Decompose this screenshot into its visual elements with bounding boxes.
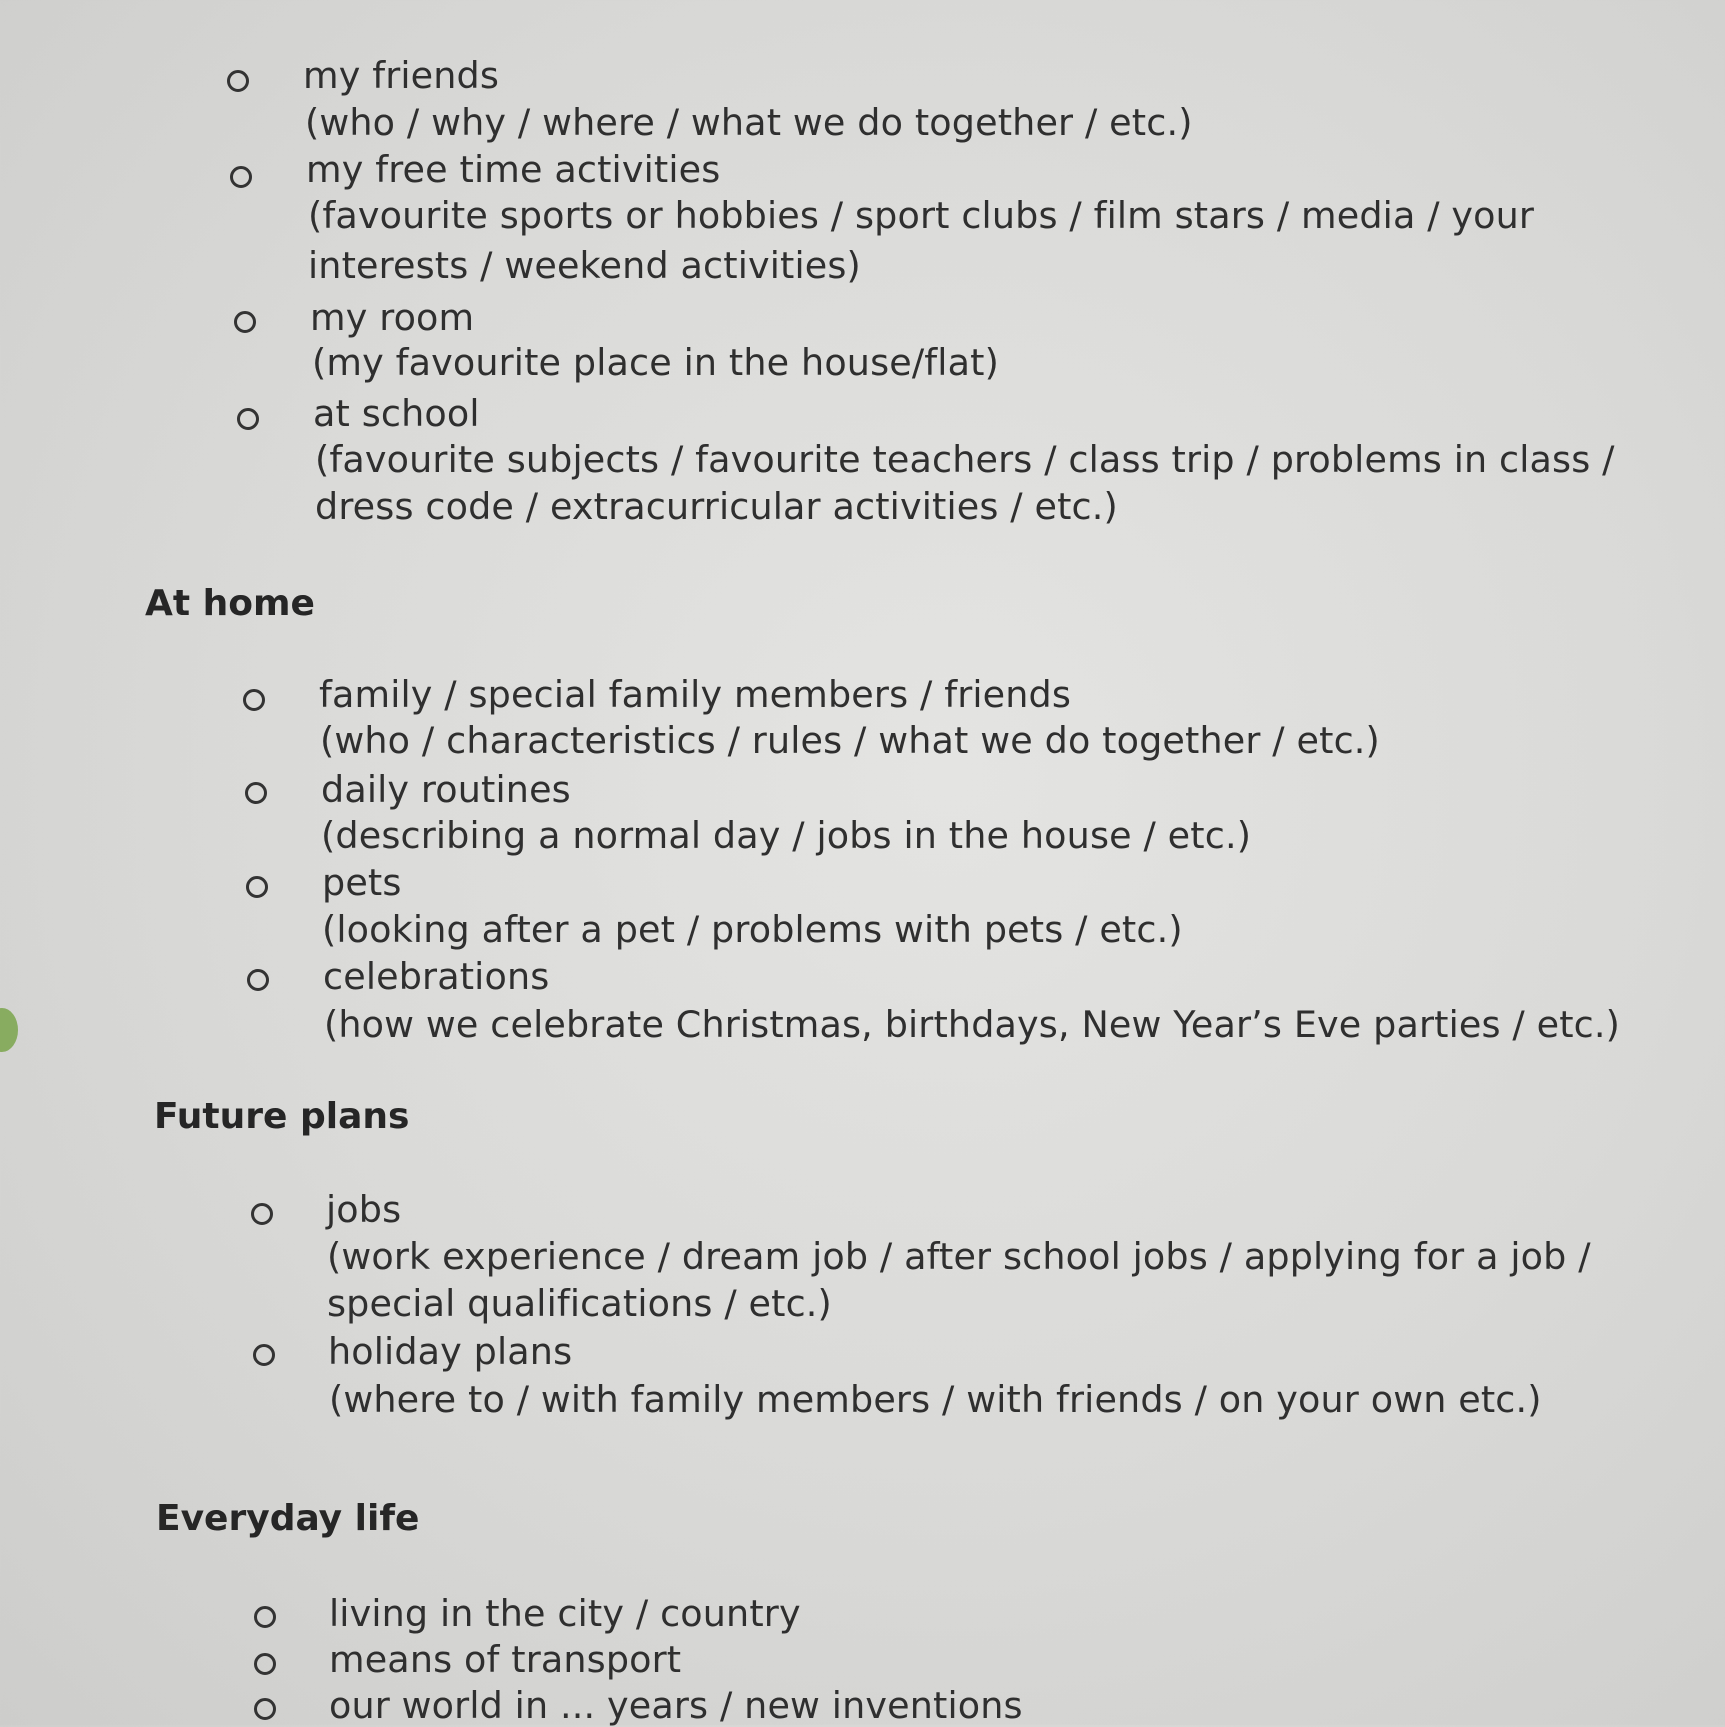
item-detail: (describing a normal day / jobs in the house / etc.) [321, 814, 1252, 857]
bullet-icon [237, 408, 259, 430]
green-mark [0, 1008, 18, 1052]
item-title: celebrations [323, 955, 550, 998]
bullet-icon [245, 782, 267, 804]
heading-at-home: At home [145, 583, 315, 624]
item-detail: (where to / with family members / with friends / on your own etc.) [329, 1378, 1542, 1421]
item-detail: (who / characteristics / rules / what we do together / etc.) [320, 719, 1380, 762]
bullet-icon [254, 1698, 276, 1720]
bullet-icon [246, 876, 268, 898]
item-title: jobs [326, 1188, 402, 1231]
bullet-icon [253, 1344, 275, 1366]
item-detail: (favourite sports or hobbies / sport clubs / film stars / media / your [308, 194, 1535, 237]
bullet-icon [230, 166, 252, 188]
item-title: my friends [303, 54, 500, 97]
item-detail: dress code / extracurricular activities / etc.) [315, 485, 1118, 528]
bullet-icon [247, 969, 269, 991]
item-title: my room [310, 296, 475, 339]
item-detail: (how we celebrate Christmas, birthdays, New Year’s Eve parties / etc.) [324, 1003, 1621, 1046]
heading-everyday-life: Everyday life [156, 1498, 420, 1539]
item-detail: special qualifications / etc.) [327, 1282, 832, 1325]
item-detail: (favourite subjects / favourite teachers / class trip / problems in class / [315, 438, 1615, 481]
item-title: living in the city / country [329, 1592, 801, 1635]
item-title: daily routines [321, 768, 571, 811]
bullet-icon [243, 689, 265, 711]
bullet-icon [234, 311, 256, 333]
item-title: family / special family members / friends [319, 673, 1072, 716]
item-title: at school [313, 392, 480, 435]
item-detail: (my favourite place in the house/flat) [312, 341, 999, 384]
item-title: our world in ... years / new inventions [329, 1684, 1023, 1727]
item-title: holiday plans [328, 1330, 573, 1373]
item-title: my free time activities [306, 148, 721, 191]
item-detail: (who / why / where / what we do together / etc.) [305, 101, 1193, 144]
bullet-icon [227, 70, 249, 92]
bullet-icon [251, 1203, 273, 1225]
item-title: means of transport [329, 1638, 682, 1681]
item-detail: interests / weekend activities) [308, 244, 861, 287]
bullet-icon [254, 1653, 276, 1675]
item-detail: (looking after a pet / problems with pets / etc.) [322, 908, 1183, 951]
heading-future-plans: Future plans [154, 1096, 410, 1137]
item-detail: (work experience / dream job / after school jobs / applying for a job / [327, 1235, 1591, 1278]
item-title: pets [322, 861, 402, 904]
bullet-icon [254, 1606, 276, 1628]
